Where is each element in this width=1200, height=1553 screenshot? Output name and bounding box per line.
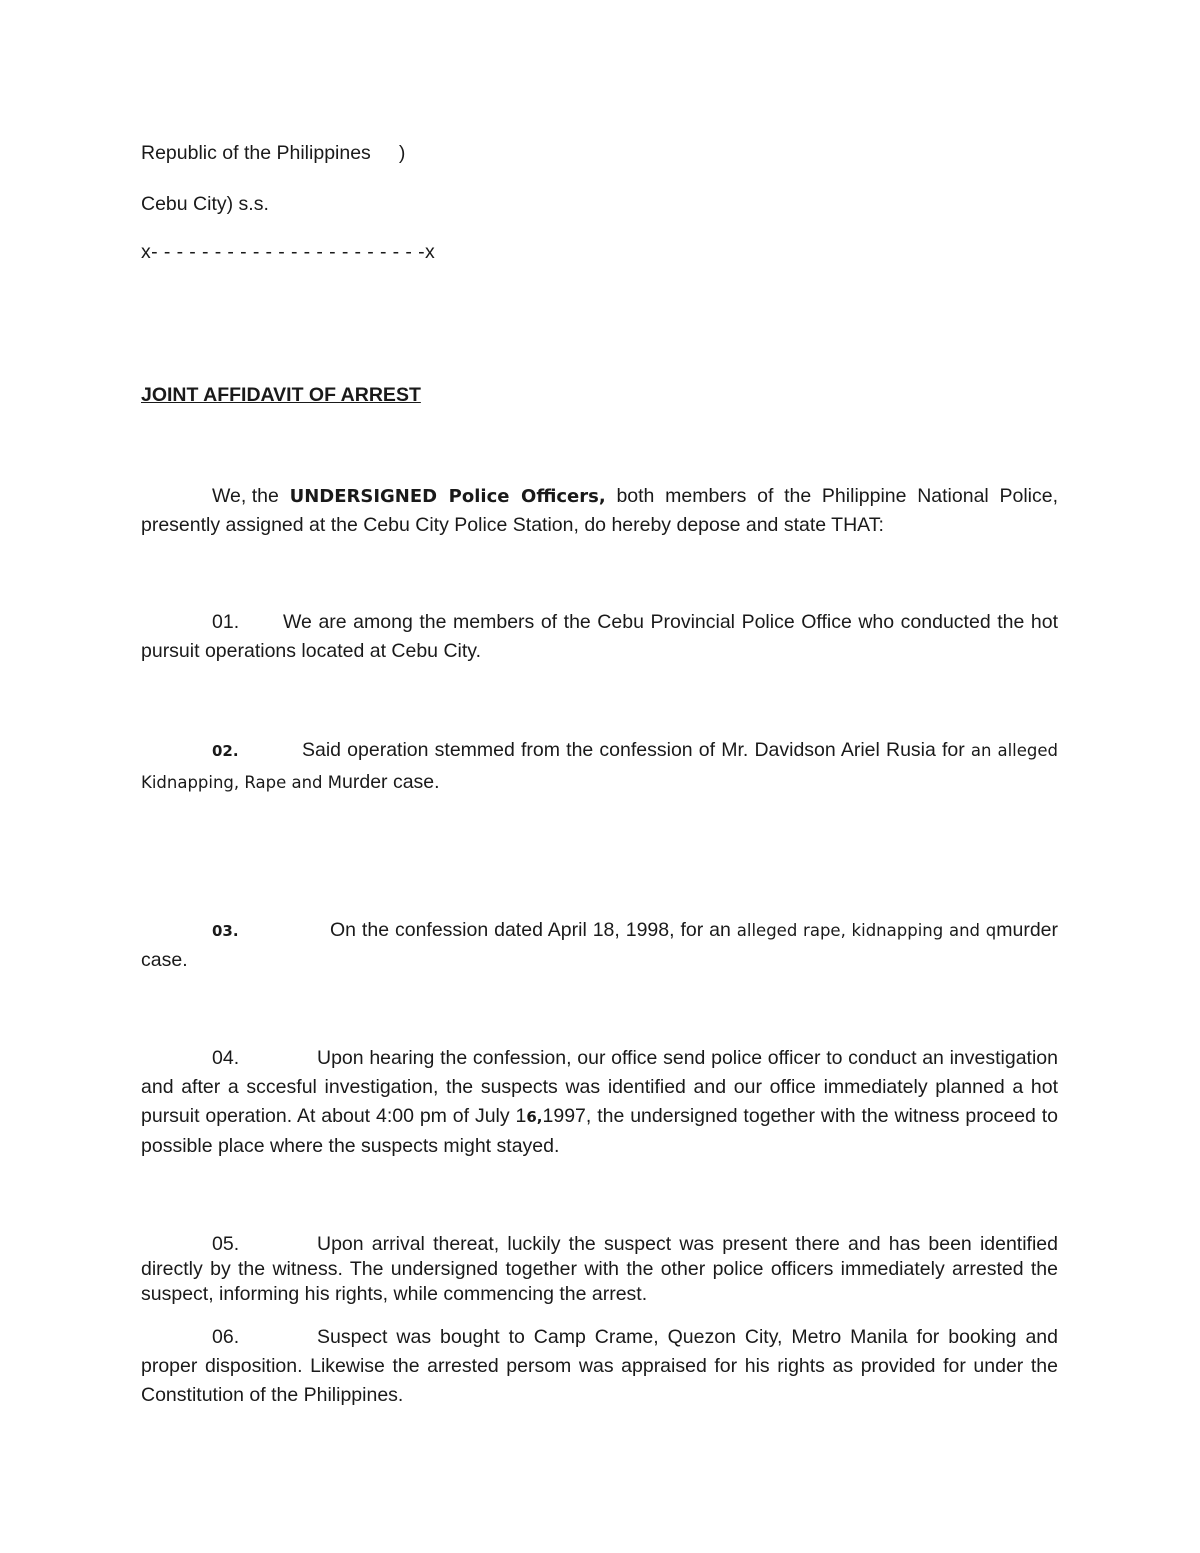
intro-undersigned: UNDERSIGNED Police Officers, <box>289 486 606 507</box>
paragraph-03-text-c: murder case. <box>141 919 1059 971</box>
paragraph-04 <box>141 1044 1058 1161</box>
paragraph-06-number: 06. <box>212 1326 240 1348</box>
venue-city: Cebu City) s.s. <box>141 193 269 215</box>
paragraph-03-number: 03. <box>212 922 239 940</box>
paragraph-05-number: 05. <box>212 1233 240 1255</box>
paragraph-04-text-c: 1997, the undersigned together with the witness proceed to possible place where the suspects might stayed. <box>141 1105 1058 1157</box>
paragraph-02-text-c: urder case. <box>342 771 440 793</box>
intro-we-the: We, the <box>212 485 279 507</box>
paragraph-02-number: 02. <box>212 742 239 760</box>
paragraph-01-text: We are among the members of the Cebu Provincial Police Office who conducted the hot pursuit operations located at Cebu City. <box>141 611 1058 662</box>
paragraph-03 <box>141 916 1058 975</box>
venue-republic-line <box>141 139 405 168</box>
paragraph-02 <box>141 735 1058 798</box>
caption-separator: x- - - - - - - - - - - - - - - - - - - - - -x <box>141 241 436 263</box>
intro-paragraph <box>141 482 1058 540</box>
paragraph-02-text-b: an alleged Kidnapping, Rape and M <box>141 741 1059 792</box>
venue-paren: ) <box>398 142 406 164</box>
venue-republic: Republic of the Philippines <box>141 142 371 164</box>
intro-rest: both members of the Philippine National Police, presently assigned at the Cebu City Police Station, do hereby depose and state THAT: <box>141 485 1059 536</box>
paragraph-04-number: 04. <box>212 1047 240 1069</box>
paragraph-02-text-a: Said operation stemmed from the confession of Mr. Davidson Ariel Rusia for <box>302 739 965 761</box>
paragraph-06 <box>141 1323 1058 1410</box>
paragraph-03-text-a: On the confession dated April 18, 1998, for an <box>330 919 731 941</box>
paragraph-01-number: 01. <box>212 611 240 633</box>
paragraph-03-text-b: alleged rape, kidnapping and q <box>736 921 997 940</box>
paragraph-04-text-a: Upon hearing the confession, our office send police officer to conduct an investigation and after a sccesful investigation, the suspects was identified and our office immediately planned a hot pursuit operation. At about 4:00 pm of July 1 <box>141 1047 1058 1127</box>
paragraph-01 <box>141 608 1058 666</box>
paragraph-06-text: Suspect was bought to Camp Crame, Quezon City, Metro Manila for booking and proper disposition. Likewise the arrested persom was appraised for his rights as provided for under the Constitution of the Philippines. <box>141 1326 1058 1406</box>
paragraph-05 <box>141 1232 1058 1307</box>
document-title: JOINT AFFIDAVIT OF ARREST <box>141 384 421 406</box>
paragraph-04-text-b: 6, <box>526 1108 543 1126</box>
paragraph-05-text: Upon arrival thereat, luckily the suspect was present there and has been identified directly by the witness. The undersigned together with the other police officers immediately arrested the suspect, informing his rights, while commencing the arrest. <box>141 1233 1058 1305</box>
